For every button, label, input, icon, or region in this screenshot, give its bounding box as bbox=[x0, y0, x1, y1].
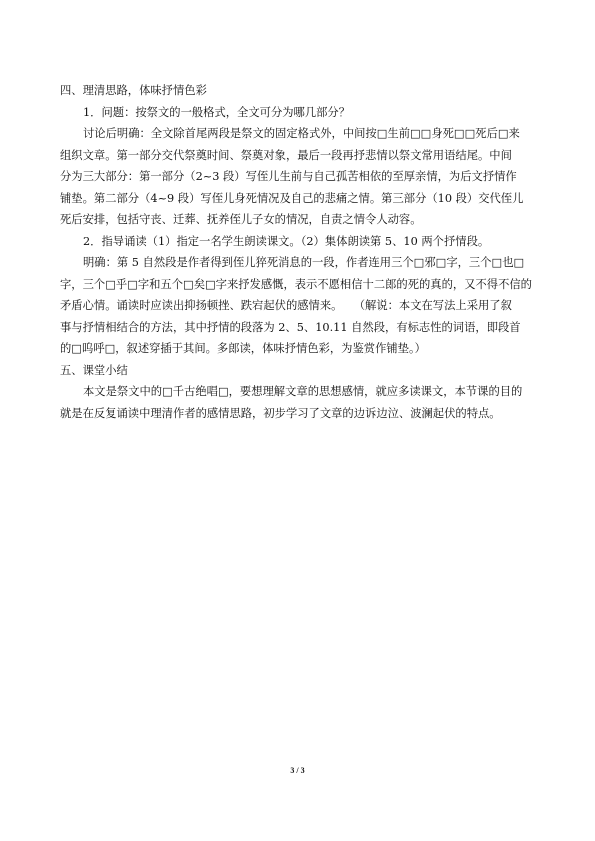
paragraph-line: 事与抒情相结合的方法，其中抒情的段落为 2、5、10.11 自然段，有标志性的词语，即段首 bbox=[60, 320, 521, 334]
paragraph-line: 字，三个□乎□字和五个□矣□字来抒发感慨，表示不愿相信十二郎的死的真的，又不得不信的 bbox=[60, 277, 532, 291]
paragraph-line: 分为三大部分：第一部分（2~3 段）写侄儿生前与自己孤苦相依的至厚亲情，为后文抒情作 bbox=[60, 170, 517, 183]
page-number: 3 / 3 bbox=[290, 766, 305, 775]
section-heading-4: 四、理清思路，体味抒情色彩 bbox=[60, 84, 207, 97]
paragraph-line: 死后安排，包括守丧、迁葬、抚养侄儿子女的情况，自责之情令人动容。 bbox=[60, 213, 422, 226]
paragraph-line: 就是在反复诵读中理清作者的感情思路，初步学习了文章的边诉边泣、波澜起伏的特点。 bbox=[60, 406, 501, 420]
instruction-2: 2．指导诵读（1）指定一名学生朗读课文。（2）集体朗读第 5、10 两个抒情段。 bbox=[83, 234, 490, 248]
section-heading-5: 五、课堂小结 bbox=[60, 363, 128, 377]
question-1: 1．问题：按祭文的一般格式，全文可分为哪几部分？ bbox=[83, 105, 351, 119]
paragraph-line: 铺垫。第二部分（4~9 段）写侄儿身死情况及自己的悲痛之情。第三部分（10 段）交代侄儿 bbox=[60, 191, 524, 205]
paragraph-line: 讨论后明确：全文除首尾两段是祭文的固定格式外，中间按□生前□□身死□□死后□来 bbox=[83, 127, 520, 140]
document-body bbox=[60, 80, 540, 424]
paragraph-line: 明确：第 5 自然段是作者得到侄儿猝死消息的一段，作者连用三个□邪□字，三个□也□ bbox=[83, 256, 525, 269]
paragraph-line: 的□呜呼□，叙述穿插于其间。多郎读，体味抒情色彩，为鉴赏作铺垫。） bbox=[60, 342, 426, 355]
paragraph-line: 本文是祭文中的□千古绝唱□，要想理解文章的思想感情，就应多读课文，本节课的目的 bbox=[83, 385, 523, 398]
paragraph-line: 组织文章。第一部分交代祭奠时间、祭奠对象，最后一段再抒悲情以祭文常用语结尾。中间 bbox=[60, 148, 512, 162]
paragraph-line: 矛盾心情。诵读时应读出抑扬顿挫、跌宕起伏的感情来。 （解说：本文在写法上采用了叙 bbox=[60, 299, 512, 312]
